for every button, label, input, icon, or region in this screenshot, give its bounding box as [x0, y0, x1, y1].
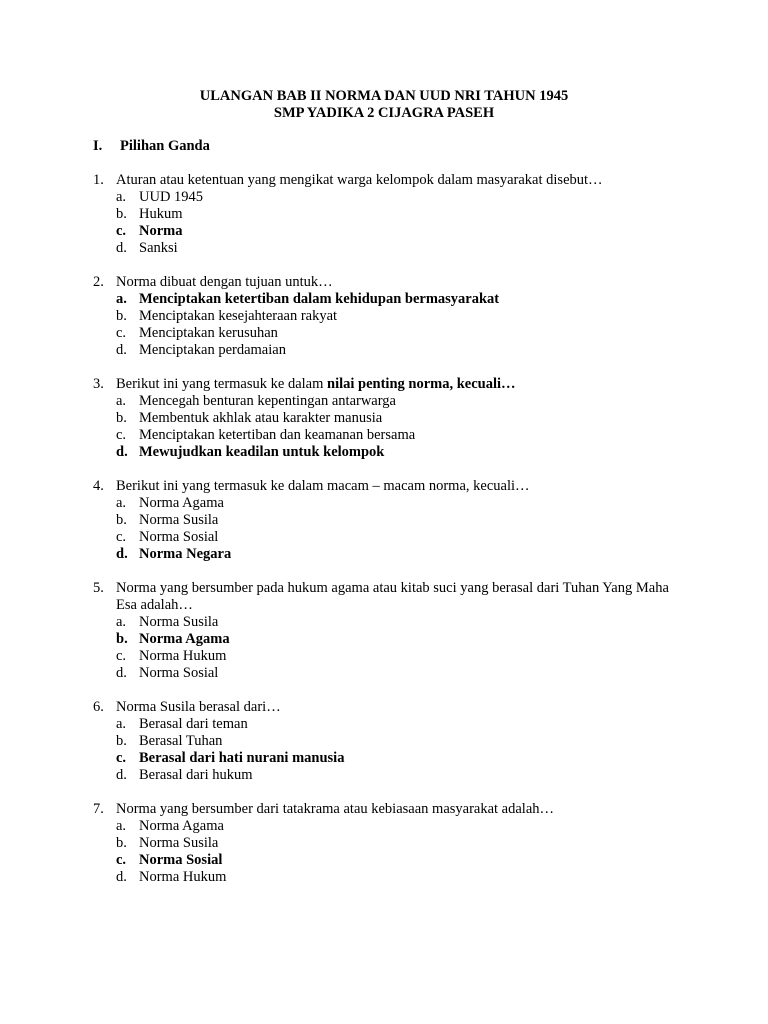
option-text: Norma Susila: [139, 835, 219, 851]
option-text: UUD 1945: [139, 189, 204, 205]
option-letter: c.: [116, 648, 127, 664]
title-line-2: SMP YADIKA 2 CIJAGRA PASEH: [273, 105, 495, 121]
option-text: Norma Negara: [139, 546, 232, 562]
question-item: [93, 274, 693, 359]
question-item: [93, 376, 693, 461]
answer-option: [116, 716, 693, 733]
option-list: [93, 818, 693, 886]
option-letter: a.: [116, 189, 127, 205]
option-letter: b.: [116, 410, 127, 426]
option-text: Menciptakan ketertiban dalam kehidupan bermasyarakat: [139, 291, 500, 307]
answer-option: [116, 512, 693, 529]
question-stem: [93, 172, 693, 189]
option-letter: a.: [116, 393, 127, 409]
answer-option: [116, 665, 693, 682]
answer-option: [116, 767, 693, 784]
answer-option-correct: [116, 444, 693, 461]
section-heading: [93, 138, 210, 155]
question-number: 1.: [93, 172, 104, 188]
answer-option: [116, 614, 693, 631]
option-letter: c.: [116, 750, 127, 766]
option-letter: a.: [116, 495, 127, 511]
question-text-plain: Berikut ini yang termasuk ke dalam: [116, 376, 328, 392]
answer-option: [116, 325, 693, 342]
answer-option-correct: [116, 546, 693, 563]
option-text: Sanksi: [139, 240, 178, 256]
question-item: [93, 699, 693, 784]
option-list: [93, 291, 693, 359]
option-letter: d.: [116, 342, 127, 358]
question-text: Norma Susila berasal dari…: [116, 699, 281, 715]
option-letter: b.: [116, 512, 127, 528]
option-text: Membentuk akhlak atau karakter manusia: [139, 410, 383, 426]
answer-option: [116, 869, 693, 886]
question-text: Norma yang bersumber dari tatakrama atau kebiasaan masyarakat adalah…: [116, 801, 555, 817]
option-text: Menciptakan kerusuhan: [139, 325, 278, 341]
question-stem: [93, 478, 693, 495]
answer-option: [116, 427, 693, 444]
answer-option-correct: [116, 223, 693, 240]
option-letter: c.: [116, 427, 127, 443]
option-text: Norma Hukum: [139, 648, 227, 664]
question-text-emphasis: nilai penting norma, kecuali…: [327, 376, 516, 392]
question-stem: [93, 580, 693, 614]
section-number: I.: [93, 138, 103, 154]
answer-option: [116, 342, 693, 359]
answer-option-correct: [116, 852, 693, 869]
option-text: Menciptakan kesejahteraan rakyat: [139, 308, 338, 324]
option-list: [93, 614, 693, 682]
option-letter: d.: [116, 546, 128, 562]
option-letter: a.: [116, 818, 127, 834]
option-text: Norma Sosial: [139, 665, 219, 681]
option-text: Norma Hukum: [139, 869, 227, 885]
question-text: Norma dibuat dengan tujuan untuk…: [116, 274, 333, 290]
answer-option: [116, 648, 693, 665]
answer-option: [116, 495, 693, 512]
answer-option-correct: [116, 750, 693, 767]
question-stem: [93, 274, 693, 291]
answer-option-correct: [116, 291, 693, 308]
question-number: 3.: [93, 376, 104, 392]
question-item: [93, 801, 693, 886]
option-letter: c.: [116, 852, 127, 868]
option-list: [93, 393, 693, 461]
option-text: Norma Agama: [139, 631, 230, 647]
question-item: [93, 478, 693, 563]
option-letter: a.: [116, 291, 127, 307]
document-title: [0, 88, 768, 122]
answer-option-correct: [116, 631, 693, 648]
question-number: 4.: [93, 478, 104, 494]
question-text: Berikut ini yang termasuk ke dalam macam – macam norma, kecuali…: [116, 478, 530, 494]
option-text: Menciptakan ketertiban dan keamanan bersama: [139, 427, 416, 443]
option-letter: c.: [116, 529, 127, 545]
option-letter: d.: [116, 444, 128, 460]
option-text: Norma Susila: [139, 614, 219, 630]
answer-option: [116, 818, 693, 835]
answer-option: [116, 529, 693, 546]
option-text: Hukum: [139, 206, 183, 222]
answer-option: [116, 308, 693, 325]
option-text: Berasal dari teman: [139, 716, 248, 732]
option-letter: a.: [116, 716, 127, 732]
question-list: [93, 172, 693, 903]
answer-option: [116, 393, 693, 410]
option-text: Mewujudkan keadilan untuk kelompok: [139, 444, 385, 460]
option-text: Norma Sosial: [139, 529, 219, 545]
option-list: [93, 189, 693, 257]
title-line-1: ULANGAN BAB II NORMA DAN UUD NRI TAHUN 1945: [199, 88, 569, 104]
option-list: [93, 495, 693, 563]
option-letter: b.: [116, 835, 127, 851]
option-letter: c.: [116, 325, 127, 341]
answer-option: [116, 206, 693, 223]
option-letter: b.: [116, 308, 127, 324]
option-letter: d.: [116, 665, 127, 681]
option-letter: d.: [116, 240, 127, 256]
answer-option: [116, 189, 693, 206]
question-stem: [93, 699, 693, 716]
question-item: [93, 172, 693, 257]
option-text: Norma: [139, 223, 183, 239]
option-letter: b.: [116, 206, 127, 222]
answer-option: [116, 410, 693, 427]
question-text: Aturan atau ketentuan yang mengikat warga kelompok dalam masyarakat disebut…: [116, 172, 603, 188]
option-text: Berasal Tuhan: [139, 733, 223, 749]
question-stem: [93, 376, 693, 393]
option-text: Norma Susila: [139, 512, 219, 528]
option-text: Norma Sosial: [139, 852, 223, 868]
answer-option: [116, 240, 693, 257]
question-number: 5.: [93, 580, 104, 596]
question-text: Norma yang bersumber pada hukum agama atau kitab suci yang berasal dari Tuhan Yang Maha Esa adalah…: [116, 580, 669, 613]
option-text: Berasal dari hati nurani manusia: [139, 750, 345, 766]
option-letter: a.: [116, 614, 127, 630]
answer-option: [116, 835, 693, 852]
question-number: 2.: [93, 274, 104, 290]
option-text: Norma Agama: [139, 495, 224, 511]
question-item: [93, 580, 693, 682]
question-number: 6.: [93, 699, 104, 715]
option-letter: d.: [116, 869, 127, 885]
option-letter: b.: [116, 631, 128, 647]
section-label: Pilihan Ganda: [120, 138, 210, 154]
option-letter: b.: [116, 733, 127, 749]
question-stem: [93, 801, 693, 818]
option-text: Berasal dari hukum: [139, 767, 253, 783]
option-letter: d.: [116, 767, 127, 783]
option-text: Menciptakan perdamaian: [139, 342, 286, 358]
question-number: 7.: [93, 801, 104, 817]
answer-option: [116, 733, 693, 750]
option-text: Mencegah benturan kepentingan antarwarga: [139, 393, 396, 409]
option-letter: c.: [116, 223, 127, 239]
option-text: Norma Agama: [139, 818, 224, 834]
option-list: [93, 716, 693, 784]
question-text: [116, 376, 693, 393]
